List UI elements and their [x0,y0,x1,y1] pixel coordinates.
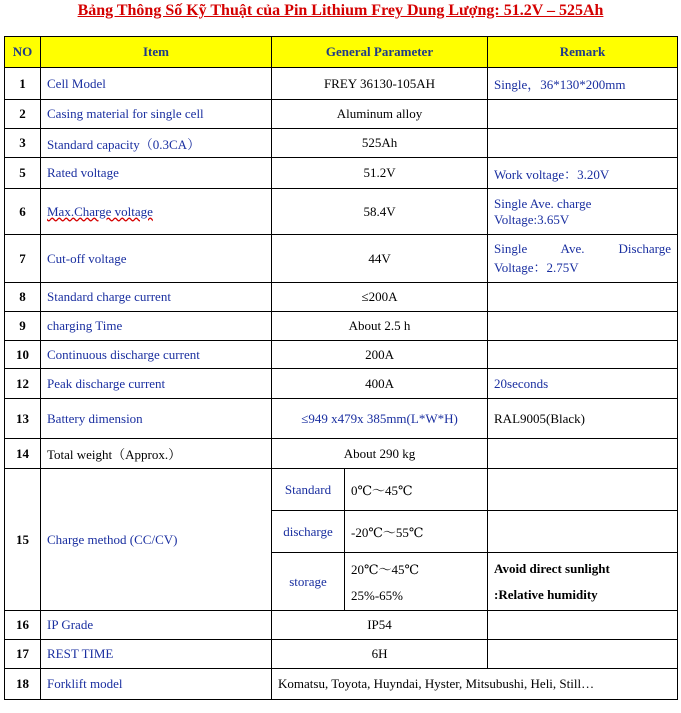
row-item: Standard charge current [41,283,272,312]
row-remark: Single，36*130*200mm [488,68,678,100]
table-row [5,399,678,439]
row-remark [488,235,678,283]
row-param: 525Ah [272,129,488,158]
row-param: 44V [272,235,488,283]
row-remark [488,100,678,129]
header-no: NO [5,37,41,68]
row-item: Battery dimension [41,399,272,439]
charge-sub-value [345,553,488,611]
row-number: 12 [5,369,41,399]
row-remark [488,312,678,341]
row-remark [488,283,678,312]
row-remark: Work voltage：3.20V [488,158,678,189]
row-remark [488,640,678,669]
row-item: Continuous discharge current [41,341,272,369]
row-param: 51.2V [272,158,488,189]
row-remark [488,189,678,235]
row-remark: 20seconds [488,369,678,399]
row-item: IP Grade [41,611,272,640]
row-param: FREY 36130-105AH [272,68,488,100]
row-number: 7 [5,235,41,283]
storage-humidity: 25%-65% [351,588,403,603]
table-row [5,669,678,700]
row-number: 9 [5,312,41,341]
row-remark: RAL9005(Black) [488,399,678,439]
remark-line-1: Single Ave. charge [494,195,592,211]
storage-remark-2: :Relative humidity [494,586,598,602]
table-row [5,439,678,469]
row-param: 400A [272,369,488,399]
row-item-text: Total weight（Approx.） [47,447,182,462]
table-row [5,369,678,399]
row-item: Rated voltage [41,158,272,189]
table-row [5,341,678,369]
table-header-row [5,37,678,68]
table-row [5,640,678,669]
row-item: Peak discharge current [41,369,272,399]
row-item: Cut-off voltage [41,235,272,283]
spec-table [4,36,678,700]
header-param: General Parameter [272,37,488,68]
row-item: Forklift model [41,669,272,700]
row-number: 15 [5,469,41,611]
row-item: REST TIME [41,640,272,669]
page-title-text: Bảng Thông Số Kỹ Thuật của Pin Lithium Frey Dung Lượng: 51.2V – 525Ah [77,2,604,19]
table-row [5,235,678,283]
forklift-models: Komatsu, Toyota, Huyndai, Hyster, Mitsubushi, Heli, Still… [272,669,678,700]
row-item: Standard capacity（0.3CA） [41,129,272,158]
header-remark: Remark [488,37,678,68]
row-item: charging Time [41,312,272,341]
remark-line-2: Voltage：2.75V [494,260,579,275]
table-row [5,283,678,312]
row-param: About 290 kg [272,439,488,469]
row-number: 8 [5,283,41,312]
row-number: 14 [5,439,41,469]
table-row [5,68,678,100]
row-remark [488,341,678,369]
row-number: 5 [5,158,41,189]
row-remark [488,439,678,469]
row-number: 1 [5,68,41,100]
row-item-text: Max.Charge voltage [47,203,153,219]
table-row [5,158,678,189]
row-remark [488,511,678,553]
charge-sub-label: discharge [272,511,345,553]
charge-sub-value: 0℃～45℃ [345,469,488,511]
charge-sub-value: -20℃～55℃ [345,511,488,553]
row-param: 200A [272,341,488,369]
storage-remark-1: Avoid direct sunlight [494,560,610,576]
table-row [5,611,678,640]
row-remark [488,469,678,511]
charge-sub-label: Standard [272,469,345,511]
charge-sub-label: storage [272,553,345,611]
row-remark [488,553,678,611]
row-remark [488,129,678,158]
table-row [5,100,678,129]
row-number: 17 [5,640,41,669]
remark-line-2: Voltage:3.65V [494,211,570,227]
row-number: 16 [5,611,41,640]
table-row [5,312,678,341]
page-title [0,2,681,20]
row-item [41,439,272,469]
row-number: 10 [5,341,41,369]
row-number: 3 [5,129,41,158]
table-row [5,129,678,158]
row-number: 18 [5,669,41,700]
row-param: About 2.5 h [272,312,488,341]
row-param: IP54 [272,611,488,640]
row-param: 58.4V [272,189,488,235]
row-param: ≤949 x479x 385mm(L*W*H) [272,399,488,439]
row-remark [488,611,678,640]
row-number: 6 [5,189,41,235]
header-item: Item [41,37,272,68]
row-number: 13 [5,399,41,439]
row-param: Aluminum alloy [272,100,488,129]
table-row [5,469,678,511]
row-item: Casing material for single cell [41,100,272,129]
row-number: 2 [5,100,41,129]
remark-line-1: Single Ave. Discharge [494,241,672,256]
row-param: 6H [272,640,488,669]
row-item: Charge method (CC/CV) [41,469,272,611]
row-item: Cell Model [41,68,272,100]
table-row [5,189,678,235]
row-item [41,189,272,235]
row-param: ≤200A [272,283,488,312]
storage-temp: 20℃～45℃ [351,562,420,577]
